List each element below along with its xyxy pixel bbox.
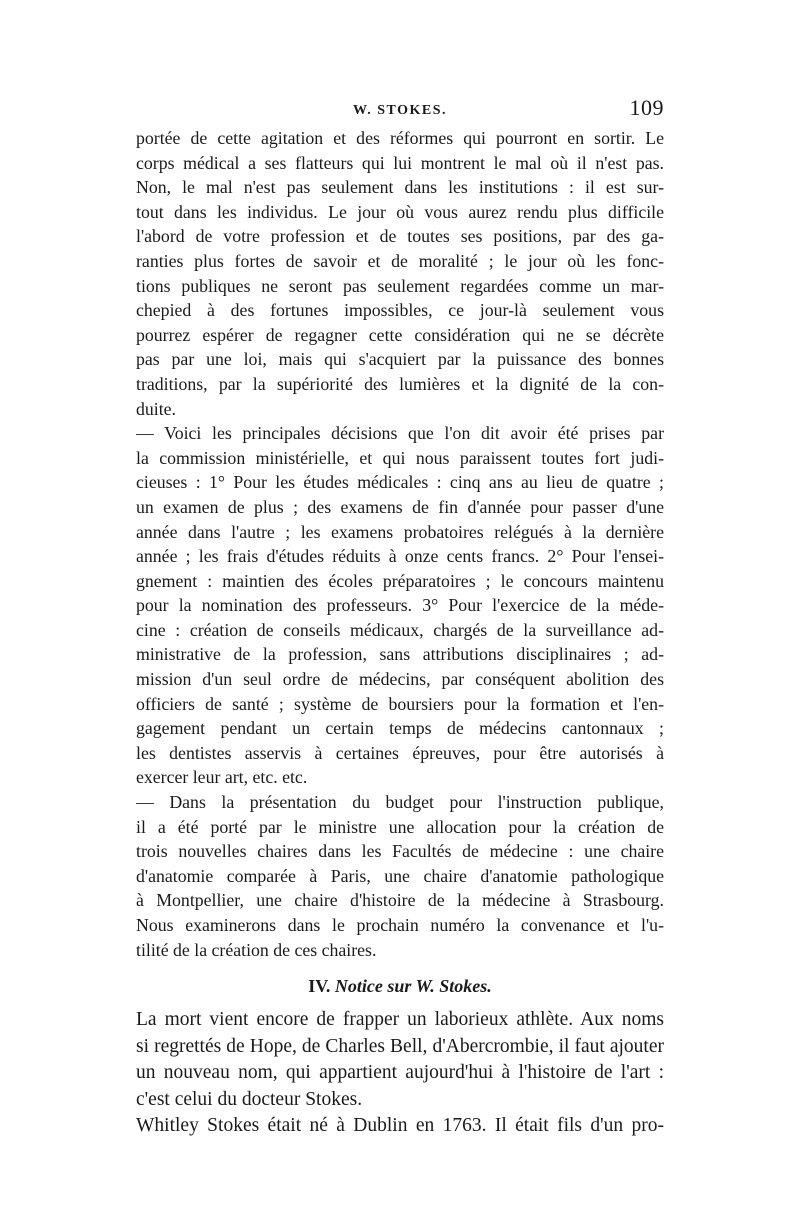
- text-line: — Dans la présentation du budget pour l'instruction publique,: [136, 792, 664, 813]
- text-line: chepied à des fortunes impossibles, ce jour-là seulement vous: [136, 300, 664, 321]
- text-line: ministrative de la profession, sans attributions disciplinaires ; ad-: [136, 644, 664, 665]
- text-line: gagement pendant un certain temps de médecins cantonnaux ;: [136, 718, 664, 739]
- text-line: pas par une loi, mais qui s'acquiert par la puissance des bonnes: [136, 349, 664, 370]
- paragraph-stokes-intro: [136, 1007, 664, 1113]
- text-line: cine : création de conseils médicaux, chargés de la surveillance ad-: [136, 619, 664, 640]
- text-line: tout dans les individus. Le jour où vous aurez rendu plus difficile: [136, 201, 664, 222]
- text-line: Nous examinerons dans le prochain numéro la convenance et l'u-: [136, 915, 664, 935]
- text-line: tions publiques ne seront pas seulement regardées comme un mar-: [136, 275, 664, 296]
- text-line: ranties plus fortes de savoir et de moralité ; le jour où les fonc-: [136, 250, 664, 271]
- text-line: les dentistes asservis à certaines épreuves, pour être autorisés à: [136, 742, 664, 763]
- text-line: l'abord de votre profession et de toutes ses positions, par des ga-: [136, 226, 664, 247]
- text-line: d'anatomie comparée à Paris, une chaire d'anatomie pathologique: [136, 865, 664, 886]
- text-line: un nouveau nom, qui appartient aujourd'hui à l'histoire de l'art :: [136, 1062, 664, 1084]
- text-line: la commission ministérielle, et qui nous paraissent toutes fort judi-: [136, 447, 664, 468]
- text-line: année ; les frais d'études réduits à onze cents francs. 2° Pour l'ensei-: [136, 546, 664, 567]
- text-line: duite.: [136, 398, 176, 419]
- text-line: mission d'un seul ordre de médecins, par conséquent abolition des: [136, 669, 664, 690]
- text-line: Non, le mal n'est pas seulement dans les institutions : il est sur-: [136, 177, 664, 198]
- paragraph-commission-decisions: [136, 421, 664, 790]
- text-line: officiers de santé ; système de boursiers pour la formation et l'en-: [136, 693, 664, 714]
- text-line: corps médical a ses flatteurs qui lui montrent le mal où il n'est pas.: [136, 152, 664, 173]
- text-line: il a été porté par le ministre une allocation pour la création de: [136, 816, 664, 837]
- text-line: un examen de plus ; des examens de fin d'année pour passer d'une: [136, 496, 664, 517]
- paragraph-stokes-birth: [136, 1113, 664, 1140]
- paragraph-budget: [136, 790, 664, 962]
- text-line: trois nouvelles chaires dans les Facultés de médecine : une chaire: [136, 841, 664, 862]
- text-line: c'est celui du docteur Stokes.: [136, 1088, 363, 1110]
- text-line: exercer leur art, etc. etc.: [136, 767, 308, 788]
- book-page: [136, 93, 664, 1140]
- section-numeral: IV.: [308, 976, 331, 997]
- paragraph-agitation: [136, 126, 664, 421]
- text-line: pour la nomination des professeurs. 3° Pour l'exercice de la méde-: [136, 595, 664, 616]
- page-number: 109: [629, 95, 664, 120]
- text-line: La mort vient encore de frapper un laborieux athlète. Aux noms: [136, 1009, 664, 1031]
- text-line: année dans l'autre ; les examens probatoires relégués à la dernière: [136, 521, 664, 542]
- section-title: Notice sur W. Stokes.: [334, 976, 492, 997]
- section-heading: [136, 974, 664, 998]
- text-line: à Montpellier, une chaire d'histoire de la médecine à Strasbourg.: [136, 890, 664, 911]
- running-header: [136, 93, 664, 123]
- text-line: tilité de la création de ces chaires.: [136, 939, 377, 960]
- text-line: si regrettés de Hope, de Charles Bell, d'Abercrombie, il faut ajouter: [136, 1035, 664, 1057]
- body-text: [136, 126, 664, 1140]
- text-line: pourrez espérer de regagner cette considération qui ne se décrète: [136, 324, 664, 345]
- text-line: cieuses : 1° Pour les études médicales : cinq ans au lieu de quatre ;: [136, 472, 664, 493]
- text-line: — Voici les principales décisions que l'on dit avoir été prises par: [136, 423, 664, 444]
- text-line: traditions, par la supériorité des lumières et la dignité de la con-: [136, 373, 664, 394]
- text-line: gnement : maintien des écoles préparatoires ; le concours maintenu: [136, 570, 664, 591]
- running-title: W. STOKES.: [353, 103, 447, 118]
- text-line: Whitley Stokes était né à Dublin en 1763. Il était fils d'un pro-: [136, 1115, 664, 1137]
- text-line: portée de cette agitation et des réformes qui pourront en sortir. Le: [136, 128, 664, 148]
